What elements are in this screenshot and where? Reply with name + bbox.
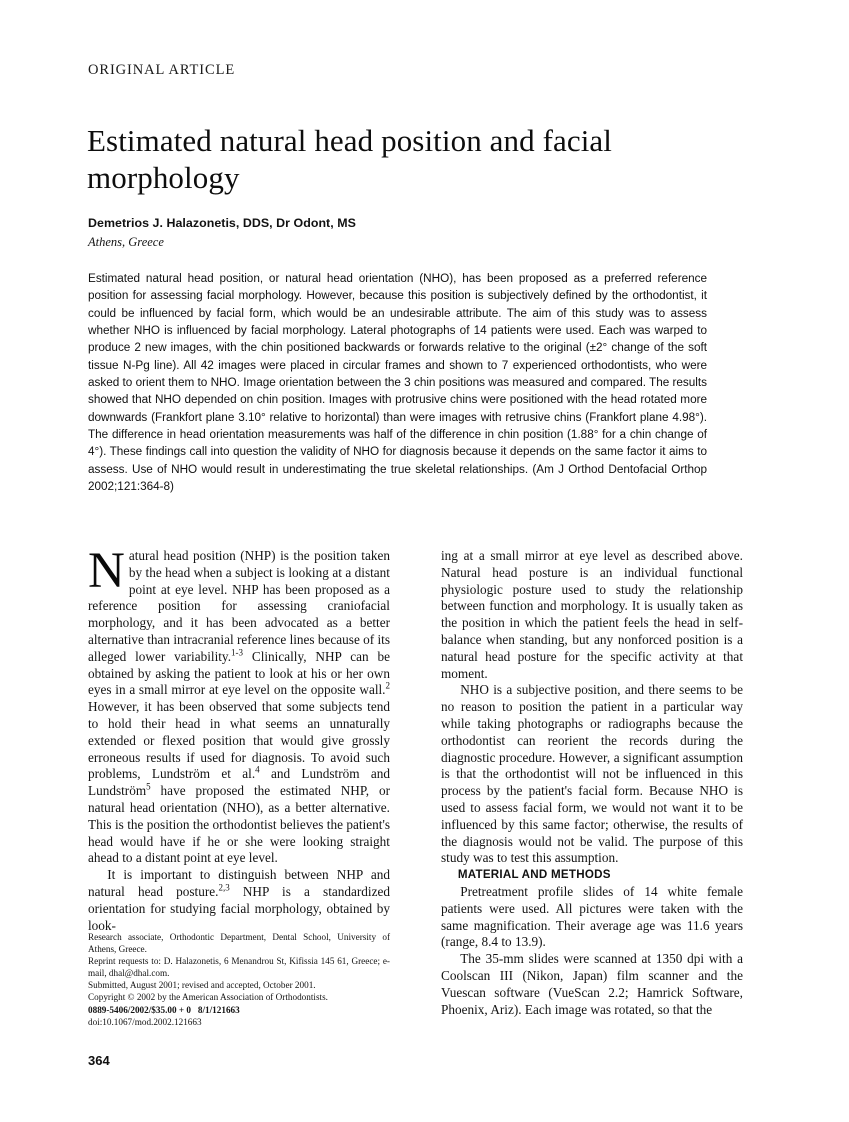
footnote-affiliation: Research associate, Orthodontic Department, Dental School, University of Athens, Greece. xyxy=(88,932,390,955)
citation-ref-2-3: 2,3 xyxy=(218,882,230,893)
paragraph-nhp-part-1: It is important to distinguish between NHP and natural head posture. xyxy=(88,867,390,899)
paragraph-intro-part-4: and Lundström and Lundström xyxy=(88,766,390,799)
drop-cap: N xyxy=(88,543,125,599)
paragraph-intro-part-1: atural head position (NHP) is the position taken by the head when a subject is looking at a distant point at eye level. NHP has been proposed as a reference position for assessing craniofacial morphology, and it has been advocated as a better alternative than intracranial reference lines because of its alleged lower variability. xyxy=(88,548,391,664)
footnote-issn: 0889-5406/2002/$35.00 + 0 xyxy=(88,1004,191,1015)
page-number: 364 xyxy=(88,1053,110,1068)
page-title: Estimated natural head position and facial morphology xyxy=(87,123,612,195)
section-heading-material-and-methods: MATERIAL AND METHODS xyxy=(457,868,611,882)
paragraph-head-posture: ing at a small mirror at eye level as described above. Natural head posture is an individual functional physiologic posture used to study the relationship between function and morphology. It is usually taken as the position in which the patient feels the head in self-balance when standing, but any nonforced position is a natural head posture for the specific activity at that moment. xyxy=(441,548,743,681)
paragraph-intro xyxy=(88,543,391,867)
footnote-issn-line xyxy=(88,1004,390,1016)
citation-ref-1-3: 1-3 xyxy=(231,647,244,658)
footnote-copyright: Copyright © 2002 by the American Association of Orthodontists. xyxy=(88,992,328,1003)
author-byline: Demetrios J. Halazonetis, DDS, Dr Odont, MS xyxy=(88,216,356,230)
abstract-text: Estimated natural head position, or natural head orientation (NHO), has been proposed as a preferred reference position for assessing facial morphology. However, because this position is subjectively defined by the orthodontist, it could be influenced by facial form, which would be an undesirable attribute. The aim of this study was to assess whether NHO is influenced by facial morphology. Lateral photographs of 14 patients were used. Each was warped to produce 2 new images, with the chin positioned backwards or forwards relative to the original (±2° change of the soft tissue N-Pg line). All 42 images were placed in circular frames and shown to 7 experienced orthodontists, who were asked to orient them to NHO. Image orientation between the 3 chin positions was measured and compared. The results showed that NHO depended on chin position. Images with protrusive chins were positioned with the head rotated more downwards (Frankfort plane 3.10° relative to horizontal) than were images with retrusive chins (Frankfort plane 4.98°). The difference in head orientation measurements was half of the difference in chin position (1.88° for a chin change of 4°). These findings call into question the validity of NHO for diagnosis because it depends on the same factor it aims to assess. Use of NHO would result in underestimating the true skeletal relationships. (Am J Orthod Dentofacial Orthop 2002;121:364-8) xyxy=(88,272,707,494)
footnote-block xyxy=(88,931,390,1028)
body-column-right xyxy=(441,548,743,1018)
body-column-left xyxy=(88,543,391,934)
citation-ref-2: 2 xyxy=(385,680,390,691)
paragraph-nho-subjective: NHO is a subjective position, and there seems to be no reason to position the patient in a particular way while taking photographs or radiographs because the orthodontist can reorient the records during the diagnostic procedure. However, a significant assumption is that the orthodontist will not be influenced in this process by the patient's facial form. Because NHO is used to assess facial form, we would not want it to be influenced by this same factor; otherwise, the results of the diagnosis would not be valid. The purpose of this study was to test this assumption. xyxy=(441,682,743,866)
footnote-reprint-requests: Reprint requests to: D. Halazonetis, 6 Menandrou St, Kifissia 145 61, Greece; e-mail, dhal@dhal.com. xyxy=(88,956,390,979)
citation-ref-5: 5 xyxy=(146,781,151,792)
footnote-doi: doi:10.1067/mod.2002.121663 xyxy=(88,1016,202,1027)
paragraph-intro-part-3: However, it has been observed that some subjects tend to hold their head in what seems an unnaturally extended or flexed position that would give grossly erroneous results if used for diagnosis. To avoid such problems, Lundström et al. xyxy=(88,699,390,782)
paragraph-patients: Pretreatment profile slides of 14 white female patients were used. All pictures were taken with the same magnification. Their average age was 11.6 years (range, 8.4 to 13.9). xyxy=(441,883,743,950)
paragraph-nhp-part-2: NHP is a standardized orientation for studying facial morphology, obtained by look- xyxy=(88,883,390,933)
author-affiliation: Athens, Greece xyxy=(88,235,164,249)
paragraph-intro-part-5: have proposed the estimated NHP, or natural head orientation (NHO), as a better alternative. This is the position the orthodontist believes the patient's head would have if he or she were looking straight ahead to a distant point at eye level. xyxy=(88,783,390,866)
footnote-submission-dates: Submitted, August 2001; revised and accepted, October 2001. xyxy=(88,980,316,991)
paragraph-scanning: The 35-mm slides were scanned at 1350 dpi with a Coolscan III (Nikon, Japan) film scanner and the Vuescan software (VueScan 2.2; Hamrick Software, Phoenix, Ariz). Each image was rotated, so that the xyxy=(441,951,743,1017)
paragraph-nhp-vs-posture xyxy=(88,867,390,934)
paragraph-intro-part-2: Clinically, NHP can be obtained by asking the patient to look at his or her own eyes in a small mirror at eye level on the opposite wall. xyxy=(88,648,390,698)
footnote-article-code: 8/1/121663 xyxy=(197,1004,240,1015)
article-kicker: ORIGINAL ARTICLE xyxy=(88,62,236,78)
citation-ref-4: 4 xyxy=(255,764,260,775)
